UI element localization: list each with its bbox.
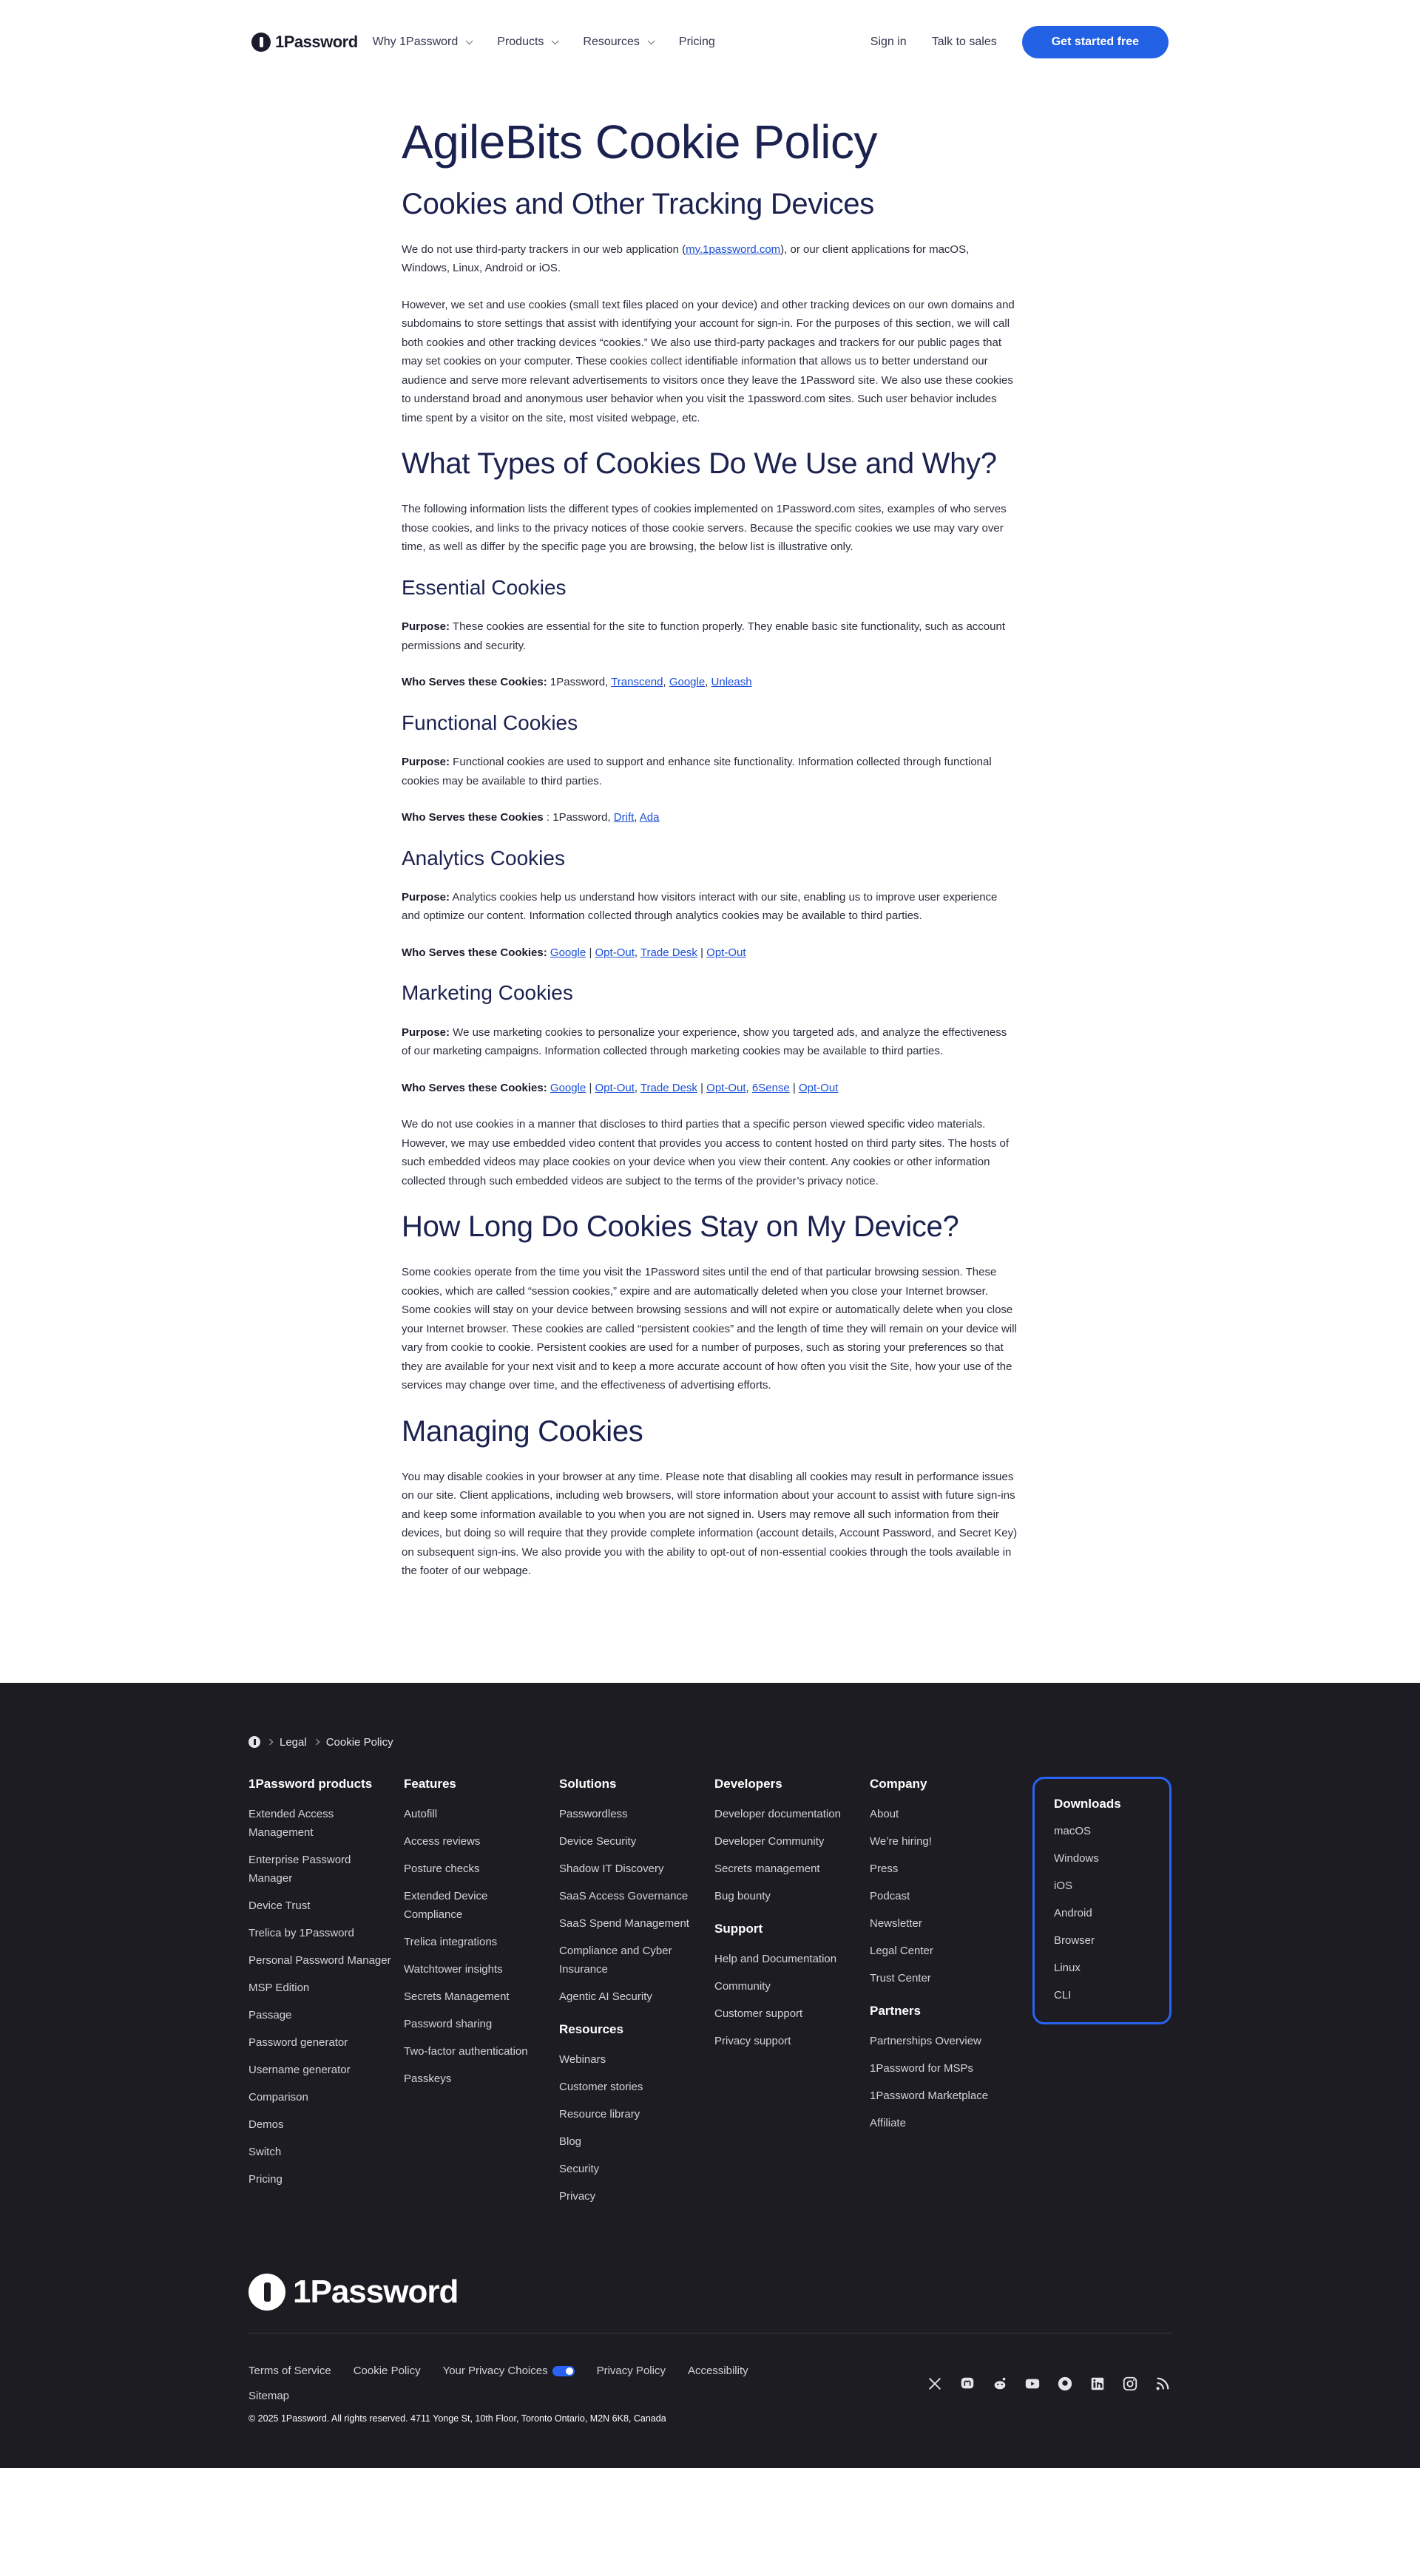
- footer-link-list: [559, 2050, 703, 2206]
- footer-col-company: [870, 1777, 1025, 2214]
- rss-icon[interactable]: [1154, 2375, 1172, 2393]
- sign-in-link[interactable]: Sign in: [870, 35, 907, 48]
- cookie-policy-link[interactable]: Cookie Policy: [353, 2364, 421, 2377]
- footer-link[interactable]: macOS: [1054, 1824, 1092, 1837]
- footer-link[interactable]: Passwordless: [559, 1807, 628, 1820]
- header-logo[interactable]: [251, 33, 358, 52]
- header-left: [251, 33, 742, 52]
- header-right: [870, 26, 1169, 58]
- nav-why-1password[interactable]: [373, 35, 471, 49]
- footer-link[interactable]: Newsletter: [870, 1916, 922, 1930]
- trade-desk-link[interactable]: Trade Desk: [640, 946, 697, 959]
- paragraph-video: We do not use cookies in a manner that discloses to third parties that a specific person viewed specific video materials. However, we may use embedded video content that provides you access to content hosted on third party sites. The hosts of such embedded videos may place cookies on your device when you view their content. Any cookies or other information collected through such embedded videos are subject to the terms of the provider’s privacy notice.: [402, 1118, 1010, 1187]
- footer-link[interactable]: Podcast: [870, 1889, 910, 1902]
- paragraph-cookie-types: The following information lists the different types of cookies implemented on 1Password.com sites, examples of who serves those cookies, and links to the privacy notices of those cookie servers. Because the specific cookies we use may vary over time, as well as differ by the specific page you are browsing, the below list is illustrative only.: [402, 503, 1007, 554]
- heading-essential-cookies: Essential Cookies: [402, 575, 567, 599]
- who-label: Who Serves these Cookies:: [402, 1081, 547, 1094]
- essential-servers: Who Serves these Cookies: 1Password, Transcend, Google, Unleash: [402, 676, 752, 689]
- footer-bottom: [248, 2359, 1172, 2424]
- footer-logo-text: 1Password: [293, 2273, 459, 2310]
- text: We use marketing cookies to personalize your experience, show you targeted ads, and analyze the effectiveness of our marketing campaigns. Information collected through marketing cookies may be available to third parties.: [402, 1026, 1007, 1058]
- paragraph-no-trackers: [402, 240, 1018, 278]
- footer-link[interactable]: Blog: [559, 2135, 582, 2148]
- footer-link[interactable]: CLI: [1054, 1988, 1072, 2002]
- footer-heading: Downloads: [1054, 1796, 1121, 1811]
- text: ), or our client applications for macOS, Windows, Linux, Android or iOS.: [402, 243, 970, 275]
- footer-link[interactable]: Browser: [1054, 1933, 1095, 1947]
- footer-col-features: [404, 1777, 559, 2214]
- footer-link[interactable]: Password generator: [248, 2036, 348, 2049]
- footer-link[interactable]: Customer support: [714, 2007, 803, 2020]
- footer-link[interactable]: Privacy support: [714, 2034, 791, 2047]
- social-links: [926, 2375, 1172, 2393]
- footer-link[interactable]: Bug bounty: [714, 1889, 771, 1902]
- heading-cookie-types: What Types of Cookies Do We Use and Why?: [402, 447, 997, 481]
- footer-link[interactable]: We’re hiring!: [870, 1834, 932, 1848]
- nav-label: Products: [497, 35, 544, 48]
- paragraph-how-long: Some cookies operate from the time you visit the 1Password sites until the end of that particular browsing session. These cookies, which are called “session cookies,” expire and are automatically deleted when you close your Internet browser. Some cookies will stay on your device between browsing sessions and will not expire or automatically delete when you close your Internet browser. These cookies are called “persistent cookies” and the length of time they will remain on your device will vary from cookie to cookie. Persistent cookies are used for a number of purposes, such as storing your preferences so that they are available for your next visit and to keep a more accurate account of how often you visit the Site, how your use of the services may change over time, and the effectiveness of advertising efforts.: [402, 1266, 1017, 1392]
- linkedin-icon[interactable]: [1089, 2375, 1106, 2393]
- footer-col-developers: [714, 1777, 870, 2214]
- get-started-button[interactable]: Get started free: [1022, 26, 1169, 58]
- marketing-purpose: [402, 1023, 1018, 1061]
- logo-text: 1Password: [275, 33, 358, 51]
- essential-purpose: [402, 617, 1018, 655]
- footer-link-list: [714, 1950, 858, 2050]
- footer-link[interactable]: Privacy: [559, 2189, 596, 2203]
- privacy-choices-icon: [552, 2366, 575, 2376]
- footer-link[interactable]: Enterprise Password Manager: [248, 1853, 351, 1885]
- footer-link[interactable]: Linux: [1054, 1961, 1081, 1974]
- footer-link-list: [870, 1805, 1013, 1987]
- nav-label: Why 1Password: [372, 35, 459, 48]
- analytics-servers: Who Serves these Cookies: Google | Opt-Out, Trade Desk | Opt-Out: [402, 946, 746, 959]
- footer-link[interactable]: Posture checks: [404, 1862, 480, 1875]
- purpose-label: Purpose:: [402, 890, 450, 904]
- footer-link[interactable]: Switch: [248, 2145, 282, 2158]
- purpose-label: Purpose:: [402, 1026, 450, 1039]
- chevron-right-icon: [313, 1739, 319, 1745]
- footer-link-list: [404, 1805, 547, 2088]
- sitemap-link[interactable]: Sitemap: [248, 2389, 290, 2402]
- footer-link[interactable]: Username generator: [248, 2063, 351, 2076]
- nav-label: Resources: [583, 35, 640, 48]
- text: Functional cookies are used to support and enhance site functionality. Information collected through functional cookies may be available to third parties.: [402, 756, 992, 787]
- footer-link[interactable]: 1Password Marketplace: [870, 2089, 989, 2102]
- breadcrumb-current: Cookie Policy: [325, 1735, 393, 1749]
- who-label: Who Serves these Cookies:: [402, 676, 547, 689]
- privacy-choices-label: Your Privacy Choices: [442, 2364, 548, 2377]
- unleash-link[interactable]: Unleash: [711, 676, 752, 689]
- footer-heading: Developers: [714, 1776, 782, 1791]
- site-header: [0, 0, 1420, 84]
- heading-marketing-cookies: Marketing Cookies: [402, 981, 573, 1005]
- 6sense-opt-out-link[interactable]: Opt-Out: [798, 1081, 839, 1094]
- footer-link[interactable]: Developer documentation: [714, 1807, 841, 1820]
- cookie-policy-article: [402, 84, 1018, 1683]
- drift-link[interactable]: Drift: [613, 811, 635, 824]
- downloads-box: [1032, 1777, 1172, 2024]
- footer-link[interactable]: Autofill: [404, 1807, 438, 1820]
- breadcrumb: [248, 1736, 1172, 1749]
- google-link[interactable]: Google: [550, 946, 586, 959]
- ada-link[interactable]: Ada: [639, 811, 660, 824]
- footer-link[interactable]: Trelica integrations: [404, 1935, 498, 1948]
- footer-link[interactable]: Webinars: [559, 2053, 606, 2066]
- footer-link[interactable]: Access reviews: [404, 1834, 481, 1848]
- footer-heading: Solutions: [559, 1776, 617, 1791]
- purpose-label: Purpose:: [402, 756, 450, 769]
- footer-heading: Support: [714, 1921, 763, 1936]
- footer-heading: Resources: [559, 2021, 623, 2036]
- paragraph-managing-cookies: You may disable cookies in your browser at any time. Please note that disabling all cookies may result in performance issues on our site. Client applications, including web browsers, will store information about your account to assist with future sign-ins and keep some information available to you when you are not signed in. Users may remove all such information from their devices, but doing so will require that they provide complete information (account details, Account Password, and Secret Key) on subsequent sign-ins. We also provide you with the ability to opt-out of non-essential cookies through the tools available in the footer of our webpage.: [402, 1470, 1018, 1578]
- my-1password-link[interactable]: my.1password.com: [686, 243, 781, 256]
- nav-products[interactable]: [497, 35, 556, 49]
- 6sense-link[interactable]: 6Sense: [751, 1081, 790, 1094]
- footer-heading: 1Password products: [248, 1776, 373, 1791]
- talk-to-sales-link[interactable]: Talk to sales: [931, 35, 997, 48]
- text: 1Password,: [547, 676, 612, 689]
- footer-link[interactable]: Security: [559, 2162, 600, 2175]
- footer-link[interactable]: Secrets management: [714, 1862, 820, 1875]
- footer-col-products: [248, 1777, 404, 2214]
- footer-link[interactable]: Watchtower insights: [404, 1962, 503, 1976]
- legal-links: [248, 2359, 781, 2409]
- heading-managing-cookies: Managing Cookies: [402, 1414, 643, 1448]
- footer-link[interactable]: Device Security: [559, 1834, 637, 1848]
- footer-link[interactable]: Pricing: [248, 2172, 283, 2186]
- legal-area: [248, 2359, 781, 2424]
- marketing-servers: Who Serves these Cookies: Google | Opt-Out, Trade Desk | Opt-Out, 6Sense | Opt-Out: [402, 1081, 839, 1094]
- footer-link[interactable]: Partnerships Overview: [870, 2034, 981, 2047]
- google-link[interactable]: Google: [550, 1081, 586, 1094]
- footer-link[interactable]: Help and Documentation: [714, 1952, 837, 1965]
- 1password-logo-icon: [251, 33, 271, 52]
- text: Analytics cookies help us understand how visitors interact with our site, enabling us to improve user experience and optimize our content. Information collected through analytics cookies may be available to third parties.: [402, 890, 998, 923]
- youtube-icon[interactable]: [1024, 2375, 1041, 2393]
- who-label: Who Serves these Cookies: [402, 811, 544, 824]
- footer-link[interactable]: iOS: [1054, 1879, 1073, 1892]
- footer-link[interactable]: Passage: [248, 2008, 292, 2021]
- footer-link[interactable]: Shadow IT Discovery: [559, 1862, 664, 1875]
- footer-link[interactable]: Trelica by 1Password: [248, 1926, 354, 1939]
- reddit-icon[interactable]: [991, 2375, 1009, 2393]
- footer-heading: Features: [404, 1776, 456, 1791]
- footer-link[interactable]: Passkeys: [404, 2072, 452, 2085]
- functional-purpose: [402, 753, 1018, 790]
- x-icon[interactable]: [926, 2375, 944, 2393]
- footer-link[interactable]: Comparison: [248, 2090, 308, 2104]
- footer-link[interactable]: Trust Center: [870, 1971, 931, 1984]
- footer-col-solutions: [559, 1777, 714, 2214]
- trade-desk-opt-out-link[interactable]: Opt-Out: [706, 1081, 746, 1094]
- terms-link[interactable]: Terms of Service: [248, 2364, 331, 2377]
- text: We do not use third-party trackers in our web application (: [402, 243, 686, 256]
- footer-link[interactable]: Device Trust: [248, 1899, 311, 1912]
- footer-link[interactable]: Affiliate: [870, 2116, 906, 2129]
- trade-desk-opt-out-link[interactable]: Opt-Out: [706, 946, 746, 959]
- analytics-purpose: [402, 888, 1018, 926]
- footer-link[interactable]: Personal Password Manager: [248, 1953, 391, 1967]
- footer-link[interactable]: Two-factor authentication: [404, 2044, 528, 2058]
- footer-link[interactable]: Press: [870, 1862, 899, 1875]
- footer-link[interactable]: Secrets Management: [404, 1990, 510, 2003]
- footer-link[interactable]: About: [870, 1807, 899, 1820]
- google-opt-out-link[interactable]: Opt-Out: [595, 1081, 635, 1094]
- text: : 1Password,: [543, 811, 614, 824]
- privacy-choices-link[interactable]: [443, 2359, 575, 2384]
- footer-link-list: [1054, 1822, 1150, 2004]
- text: These cookies are essential for the site to function properly. They enable basic site functionality, such as account permissions and security.: [402, 620, 1005, 652]
- footer-link-list: [559, 1805, 703, 2006]
- who-label: Who Serves these Cookies:: [402, 946, 547, 959]
- heading-functional-cookies: Functional Cookies: [402, 711, 578, 734]
- nav-resources[interactable]: [583, 35, 652, 49]
- footer-link[interactable]: Password sharing: [404, 2017, 493, 2030]
- footer-link[interactable]: Community: [714, 1979, 771, 1993]
- footer-link[interactable]: Extended Device Compliance: [404, 1889, 488, 1921]
- google-link[interactable]: Google: [669, 676, 706, 689]
- footer-link[interactable]: MSP Edition: [248, 1981, 310, 1994]
- breadcrumb-legal[interactable]: Legal: [280, 1735, 307, 1749]
- footer-link[interactable]: Android: [1054, 1906, 1092, 1919]
- footer-link-list: [870, 2032, 1013, 2132]
- footer-link[interactable]: Agentic AI Security: [559, 1990, 652, 2003]
- footer-link[interactable]: Extended Access Management: [248, 1807, 334, 1839]
- 1password-logo-icon[interactable]: [248, 1736, 260, 1748]
- footer-link[interactable]: Customer stories: [559, 2080, 643, 2093]
- trade-desk-link[interactable]: Trade Desk: [640, 1081, 697, 1094]
- copyright: © 2025 1Password. All rights reserved. 4711 Yonge St, 10th Floor, Toronto Ontario, M2N 6K8, Canada: [248, 2413, 666, 2424]
- footer-link[interactable]: SaaS Spend Management: [559, 1916, 689, 1930]
- site-footer: [0, 1683, 1420, 2468]
- footer-link[interactable]: Legal Center: [870, 1944, 933, 1957]
- heading-analytics-cookies: Analytics Cookies: [402, 846, 565, 870]
- footer-heading: Company: [870, 1776, 927, 1791]
- chevron-down-icon: [552, 37, 559, 44]
- footer-link[interactable]: Windows: [1054, 1851, 1099, 1865]
- transcend-link[interactable]: Transcend: [611, 676, 663, 689]
- purpose-label: Purpose:: [402, 620, 450, 634]
- nav-pricing[interactable]: Pricing: [678, 35, 715, 48]
- footer-link[interactable]: Demos: [248, 2118, 284, 2131]
- github-icon[interactable]: [1056, 2375, 1074, 2393]
- instagram-icon[interactable]: [1121, 2375, 1139, 2393]
- footer-link[interactable]: Resource library: [559, 2107, 640, 2121]
- footer-link-list: [714, 1805, 858, 1905]
- paragraph-cookies-usage: However, we set and use cookies (small text files placed on your device) and other tracking devices on our own domains and subdomains to store settings that assist with identifying your account for sign-in. For the purposes of this section, we will call both cookies and other tracking devices “cookies.” We also use third-party packages and trackers for our public pages that may set cookies on your computer. These cookies collect identifiable information that allows us to better understand our audience and serve more relevant advertisements to visitors once they leave the 1Password site. We also use these cookies to understand broad and anonymous user behavior when you visit the 1password.com sites. Such user behavior includes time spent by a visitor on the site, most visited webpage, etc.: [402, 298, 1015, 424]
- chevron-down-icon: [466, 37, 473, 44]
- privacy-policy-link[interactable]: Privacy Policy: [596, 2364, 666, 2377]
- 1password-logo-icon: [248, 2274, 285, 2311]
- heading-tracking-devices: Cookies and Other Tracking Devices: [402, 187, 874, 220]
- heading-how-long: How Long Do Cookies Stay on My Device?: [402, 1210, 959, 1244]
- footer-link-list: [248, 1805, 392, 2189]
- accessibility-link[interactable]: Accessibility: [687, 2364, 748, 2377]
- functional-servers: Who Serves these Cookies : 1Password, Drift, Ada: [402, 811, 660, 824]
- mastodon-icon[interactable]: [958, 2375, 976, 2393]
- chevron-down-icon: [648, 37, 655, 44]
- chevron-right-icon: [267, 1739, 273, 1745]
- footer-link[interactable]: Developer Community: [714, 1834, 825, 1848]
- footer-link[interactable]: 1Password for MSPs: [870, 2061, 974, 2075]
- google-opt-out-link[interactable]: Opt-Out: [595, 946, 635, 959]
- footer-heading: Partners: [870, 2003, 921, 2018]
- footer-columns: [248, 1777, 1172, 2214]
- page-title: AgileBits Cookie Policy: [402, 115, 877, 169]
- footer-logo[interactable]: [248, 2274, 1172, 2311]
- footer-link[interactable]: SaaS Access Governance: [559, 1889, 689, 1902]
- footer-link[interactable]: Compliance and Cyber Insurance: [559, 1944, 672, 1976]
